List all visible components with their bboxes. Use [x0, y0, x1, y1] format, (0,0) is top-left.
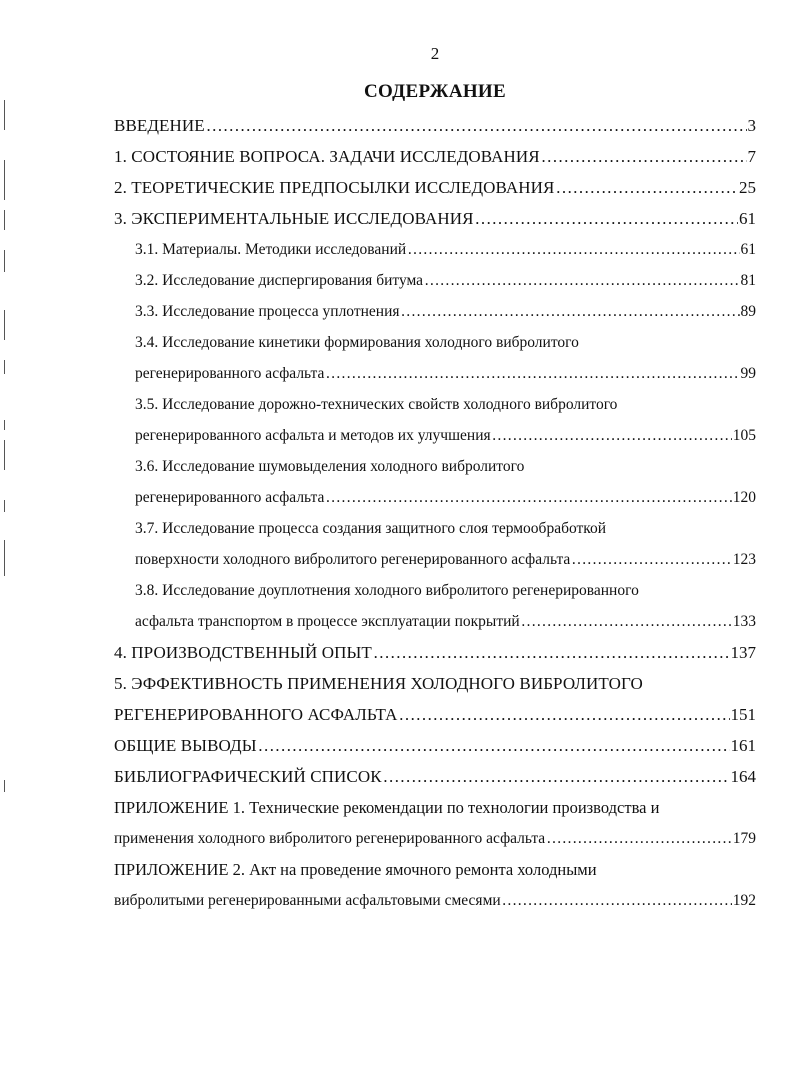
toc-entry-title-cont: вибролитыми регенерированными асфальтовыми смесями [114, 892, 501, 909]
toc-entry-title: 2. ТЕОРЕТИЧЕСКИЕ ПРЕДПОСЫЛКИ ИССЛЕДОВАНИЯ [114, 178, 555, 197]
toc-entry-title: 4. ПРОИЗВОДСТВЕННЫЙ ОПЫТ [114, 643, 372, 662]
toc-page-number: 123 [732, 551, 756, 568]
toc-entry-section-3-8-cont[interactable] [114, 606, 756, 637]
toc-page-number: 89 [740, 303, 756, 320]
toc-entry-appendix-2-cont[interactable] [114, 885, 756, 916]
toc-page-number: 164 [730, 767, 756, 786]
toc-entry-title: 3.5. Исследование дорожно-технических свойств холодного вибролитого [135, 396, 618, 413]
toc-entry-title-cont: регенерированного асфальта и методов их улучшения [135, 427, 491, 444]
toc-entry-section-3-6-cont[interactable] [114, 482, 756, 513]
page-number: 2 [430, 44, 440, 63]
toc-page-number: 99 [740, 365, 756, 382]
toc-leader-dots [502, 885, 732, 916]
toc-page-number: 137 [730, 643, 756, 662]
toc-entry-title: 3.3. Исследование процесса уплотнения [135, 303, 400, 320]
page-title: СОДЕРЖАНИЕ [364, 81, 506, 102]
toc-leader-dots [206, 110, 747, 141]
toc-entry-section-3-7-cont[interactable] [114, 544, 756, 575]
toc-entry-title-cont: поверхности холодного вибролитого регенерированного асфальта [135, 551, 571, 568]
toc-page-number: 61 [739, 209, 756, 228]
toc-entry-chapter-3[interactable] [114, 203, 756, 234]
toc-entry-section-3-5-cont[interactable] [114, 420, 756, 451]
toc-entry-section-3-6[interactable] [114, 451, 756, 482]
toc-leader-dots [407, 234, 739, 265]
toc-entry-appendix-1[interactable] [114, 792, 756, 823]
toc-entry-chapter-4[interactable] [114, 637, 756, 668]
toc-entry-appendix-1-cont[interactable] [114, 823, 756, 854]
toc-leader-dots [373, 637, 730, 668]
toc-page-number: 161 [730, 736, 756, 755]
toc-entry-section-3-3[interactable] [114, 296, 756, 327]
toc-leader-dots [546, 823, 732, 854]
toc-page-number: 120 [732, 489, 756, 506]
toc-entry-title: 1. СОСТОЯНИЕ ВОПРОСА. ЗАДАЧИ ИССЛЕДОВАНИЯ [114, 147, 540, 166]
toc-leader-dots [325, 482, 731, 513]
toc-entry-title: ОБЩИЕ ВЫВОДЫ [114, 736, 257, 755]
toc-entry-title: ПРИЛОЖЕНИЕ 1. Технические рекомендации по технологии производства и [114, 798, 660, 817]
toc-entry-title-cont: применения холодного вибролитого регенерированного асфальта [114, 830, 546, 847]
toc-leader-dots [475, 203, 738, 234]
toc-leader-dots [325, 358, 739, 389]
toc-page-number: 3 [747, 116, 756, 135]
toc-page-number: 7 [747, 147, 756, 166]
toc-leader-dots [258, 730, 730, 761]
toc-entry-title: ПРИЛОЖЕНИЕ 2. Акт на проведение ямочного ремонта холодными [114, 860, 597, 879]
toc-entry-section-3-2[interactable] [114, 265, 756, 296]
toc-entry-title: 3.2. Исследование диспергирования битума [135, 272, 424, 289]
toc-entry-title: 3.8. Исследование доуплотнения холодного вибролитого регенерированного [135, 582, 639, 599]
toc-entry-title: 5. ЭФФЕКТИВНОСТЬ ПРИМЕНЕНИЯ ХОЛОДНОГО ВИБРОЛИТОГО [114, 674, 643, 693]
toc-entry-title-cont: регенерированного асфальта [135, 365, 325, 382]
toc-entry-section-3-8[interactable] [114, 575, 756, 606]
toc-entry-section-3-5[interactable] [114, 389, 756, 420]
toc-page-number: 105 [732, 427, 756, 444]
toc-page-number: 192 [732, 892, 756, 909]
toc-leader-dots [401, 296, 740, 327]
toc-leader-dots [424, 265, 739, 296]
toc-entry-chapter-1[interactable] [114, 141, 756, 172]
toc-entry-title: 3. ЭКСПЕРИМЕНТАЛЬНЫЕ ИССЛЕДОВАНИЯ [114, 209, 474, 228]
toc-entry-section-3-7[interactable] [114, 513, 756, 544]
toc-page-number: 61 [740, 241, 756, 258]
toc-leader-dots [492, 420, 732, 451]
toc-entry-section-3-4[interactable] [114, 327, 756, 358]
toc-page-number: 179 [732, 830, 756, 847]
toc-entry-title: 3.1. Материалы. Методики исследований [135, 241, 407, 258]
toc-entry-chapter-5[interactable] [114, 668, 756, 699]
toc-entry-title-cont: РЕГЕНЕРИРОВАННОГО АСФАЛЬТА [114, 705, 398, 724]
toc-entry-title-cont: регенерированного асфальта [135, 489, 325, 506]
toc-leader-dots [555, 172, 738, 203]
toc-entry-title: 3.7. Исследование процесса создания защитного слоя термообработкой [135, 520, 607, 537]
toc-entry-bibliography[interactable] [114, 761, 756, 792]
toc-leader-dots [383, 761, 730, 792]
toc-entry-section-3-1[interactable] [114, 234, 756, 265]
toc-page-number: 25 [739, 178, 756, 197]
toc-entry-title: БИБЛИОГРАФИЧЕСКИЙ СПИСОК [114, 767, 382, 786]
toc-entry-title-cont: асфальта транспортом в процессе эксплуатации покрытий [135, 613, 520, 630]
scan-margin-marks [4, 100, 12, 800]
toc-entry-appendix-2[interactable] [114, 854, 756, 885]
toc-page-number: 133 [732, 613, 756, 630]
toc-entry-chapter-5-cont[interactable] [114, 699, 756, 730]
table-of-contents [114, 110, 756, 916]
toc-entry-title: 3.6. Исследование шумовыделения холодного вибролитого [135, 458, 525, 475]
toc-entry-title: 3.4. Исследование кинетики формирования холодного вибролитого [135, 334, 579, 351]
toc-leader-dots [521, 606, 732, 637]
toc-entry-chapter-2[interactable] [114, 172, 756, 203]
toc-entry-title: ВВЕДЕНИЕ [114, 116, 205, 135]
toc-leader-dots [541, 141, 747, 172]
toc-page-number: 151 [730, 705, 756, 724]
toc-entry-conclusions[interactable] [114, 730, 756, 761]
toc-leader-dots [571, 544, 731, 575]
toc-page-number: 81 [740, 272, 756, 289]
toc-entry-section-3-4-cont[interactable] [114, 358, 756, 389]
toc-leader-dots [399, 699, 730, 730]
toc-entry-introduction[interactable] [114, 110, 756, 141]
